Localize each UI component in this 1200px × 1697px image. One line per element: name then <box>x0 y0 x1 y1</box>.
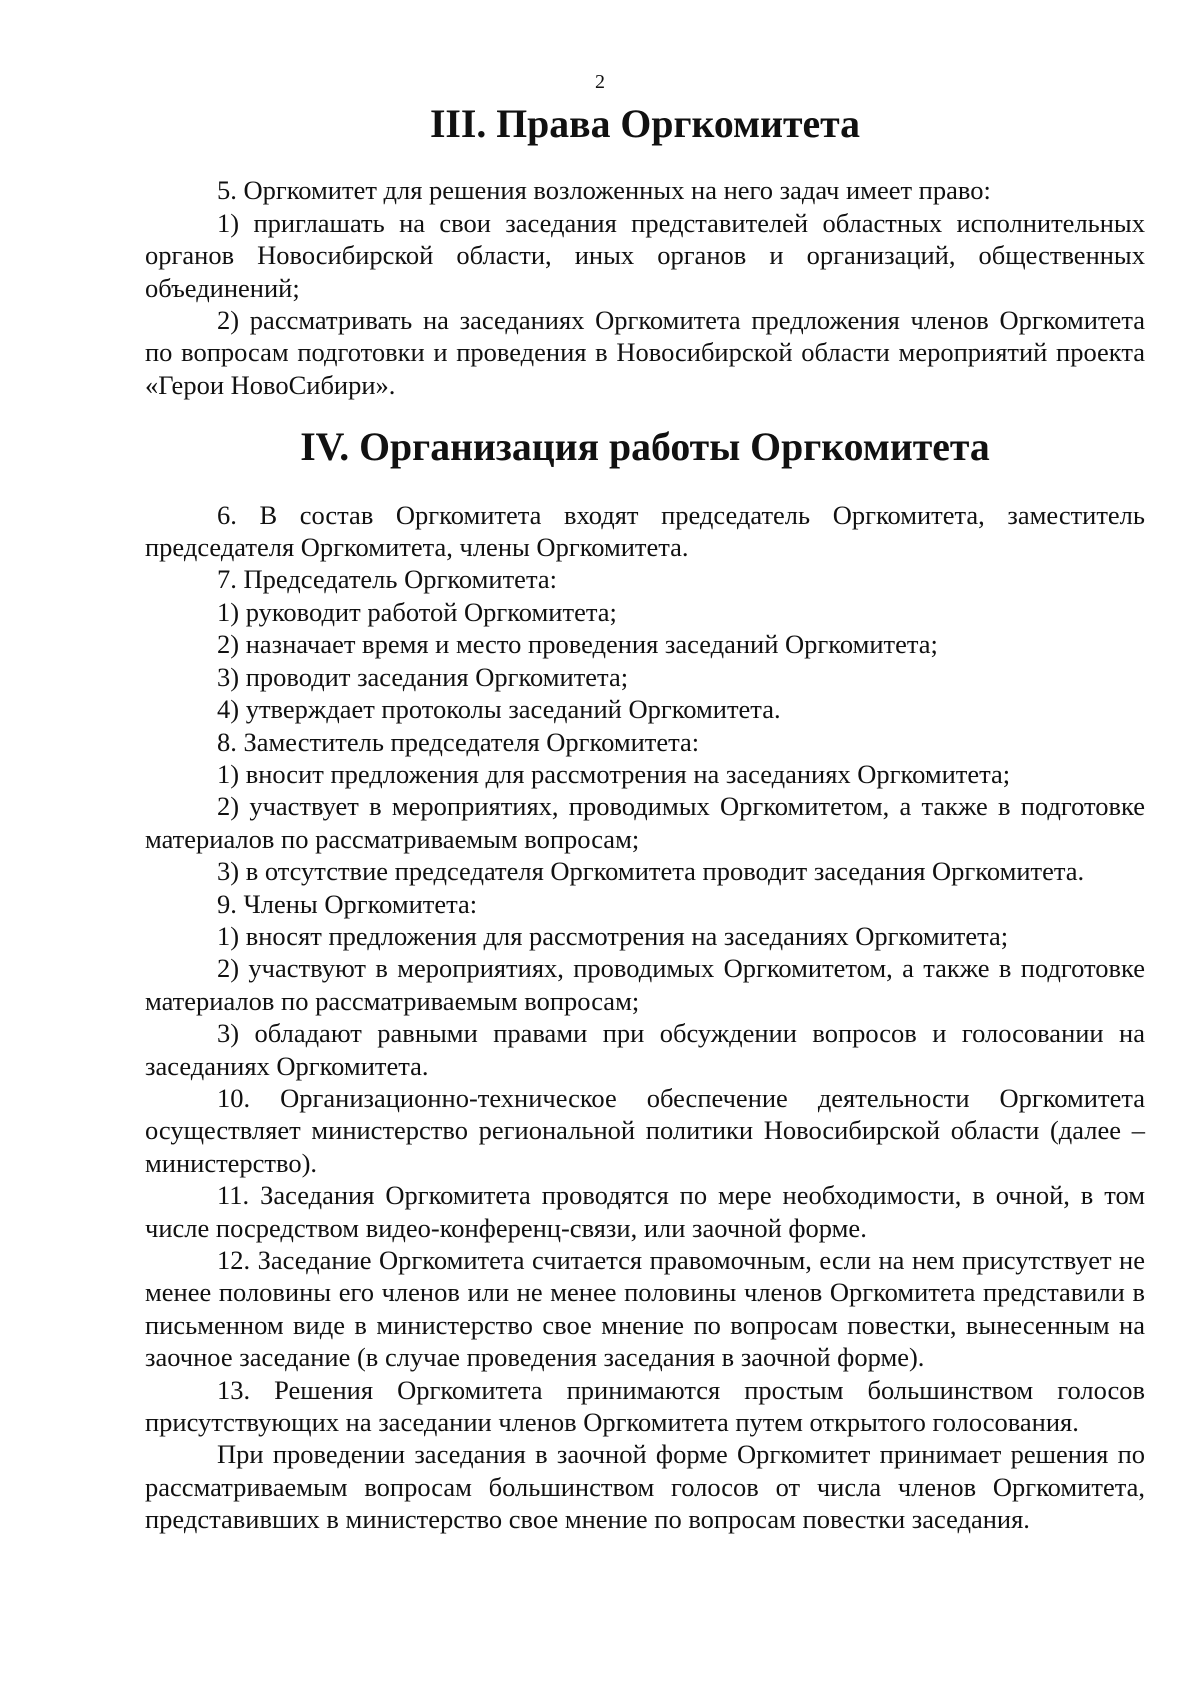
paragraph: 8. Заместитель председателя Оргкомитета: <box>217 726 700 757</box>
paragraph: 3) в отсутствие председателя Оргкомитета проводит заседания Оргкомитета. <box>217 856 1085 887</box>
paragraph: 6. В состав Оргкомитета входят председатель Оргкомитета, заместитель председателя Оргкомитета, члены Оргкомитета. <box>145 499 1145 563</box>
paragraph: 2) участвует в мероприятиях, проводимых Оргкомитетом, а также в подготовке материалов по рассматриваемым вопросам; <box>145 791 1145 854</box>
paragraph: 10. Организационно-техническое обеспечение деятельности Оргкомитета осуществляет министерство региональной политики Новосибирской области (далее – министерство). <box>145 1082 1145 1178</box>
paragraph: 11. Заседания Оргкомитета проводятся по мере необходимости, в очной, в том числе посредством видео-конференц-связи, или заочной форме. <box>145 1180 1145 1243</box>
paragraph: 3) проводит заседания Оргкомитета; <box>217 661 629 692</box>
paragraph: 1) приглашать на свои заседания представителей областных исполнительных органов Новосибирской области, иных органов и организаций, общественных объединений; <box>145 207 1145 303</box>
paragraph: 1) руководит работой Оргкомитета; <box>217 596 617 627</box>
paragraph: 4) утверждает протоколы заседаний Оргкомитета. <box>217 694 781 725</box>
section-heading-organization: IV. Организация работы Оргкомитета <box>300 425 990 470</box>
paragraph: 1) вносит предложения для рассмотрения на заседаниях Оргкомитета; <box>217 758 1011 789</box>
paragraph: 2) назначает время и место проведения заседаний Оргкомитета; <box>217 629 938 660</box>
paragraph: 5. Оргкомитет для решения возложенных на него задач имеет право: <box>217 175 991 206</box>
paragraph: 13. Решения Оргкомитета принимаются простым большинством голосов присутствующих на заседании членов Оргкомитета путем открытого голосования. <box>145 1374 1145 1438</box>
page-number: 2 <box>595 71 605 93</box>
document-body <box>145 102 1145 1536</box>
paragraph: 2) участвуют в мероприятиях, проводимых Оргкомитетом, а также в подготовке материалов по рассматриваемым вопросам; <box>145 953 1145 1016</box>
paragraph: 3) обладают равными правами при обсуждении вопросов и голосовании на заседаниях Оргкомитета. <box>145 1018 1145 1081</box>
paragraph: 1) вносят предложения для рассмотрения на заседаниях Оргкомитета; <box>217 920 1009 951</box>
paragraph: 7. Председатель Оргкомитета: <box>217 564 557 595</box>
paragraph: 12. Заседание Оргкомитета считается правомочным, если на нем присутствует не менее половины его членов или не менее половины членов Оргкомитета представили в письменном виде в министерство свое мнение по вопросам повестки, вынесенным на заочное заседание (в случае проведения заседания в заочной форме). <box>145 1245 1145 1373</box>
section-heading-rights: III. Права Оргкомитета <box>429 102 861 146</box>
paragraph: 2) рассматривать на заседаниях Оргкомитета предложения членов Оргкомитета по вопросам подготовки и проведения в Новосибирской области мероприятий проекта «Герои НовоСибири». <box>145 305 1145 400</box>
paragraph: При проведении заседания в заочной форме Оргкомитет принимает решения по рассматриваемым вопросам большинством голосов от числа членов Оргкомитета, представивших в министерство свое мнение по вопросам повестки заседания. <box>145 1439 1145 1535</box>
paragraph: 9. Члены Оргкомитета: <box>217 888 478 919</box>
